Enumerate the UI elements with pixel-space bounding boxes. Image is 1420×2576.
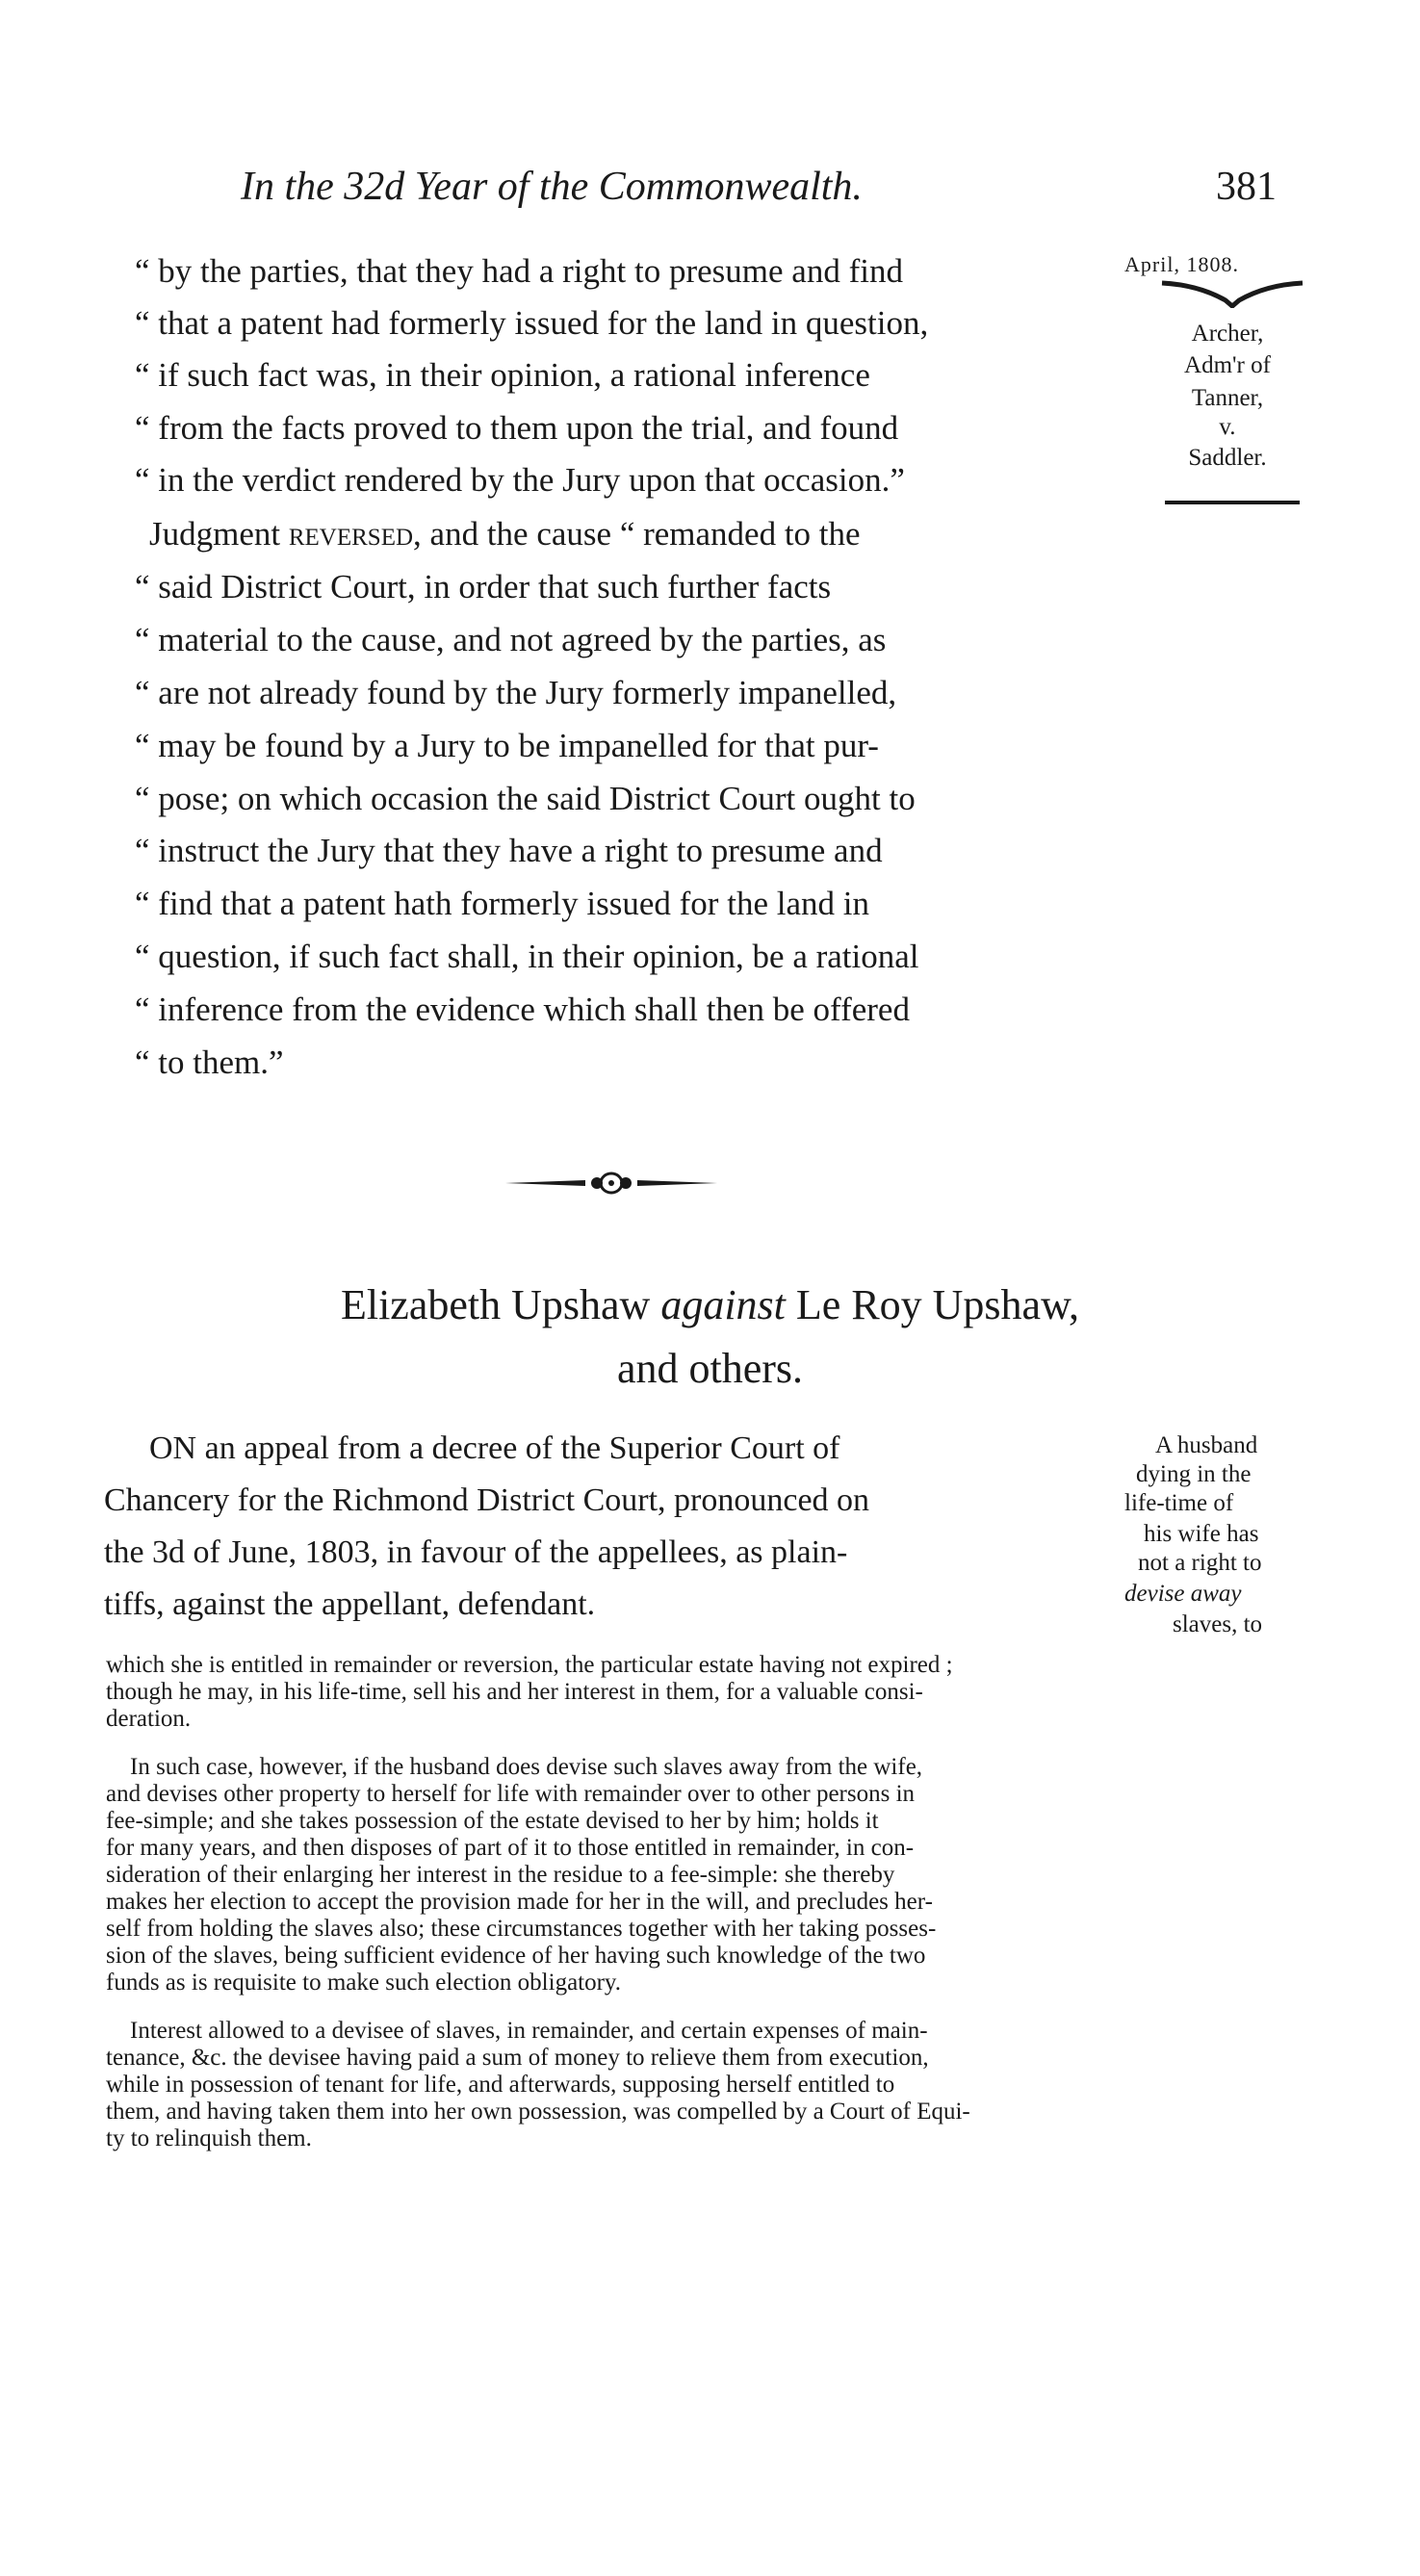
judgment-line: “ material to the cause, and not agreed by the parties, as xyxy=(135,621,887,658)
sidenote-date: April, 1808. xyxy=(1124,252,1239,276)
sidenote-case-line: Tanner, xyxy=(1191,385,1264,411)
judgment-line: “ to them.” xyxy=(135,1043,284,1081)
case-intro-line: Chancery for the Richmond District Court, pronounced on xyxy=(104,1482,870,1518)
headnote-line: and devises other property to herself for life with remainder over to other persons in xyxy=(106,1781,916,1807)
case-intro-line xyxy=(149,1430,840,1467)
case-intro-line: tiffs, against the appellant, defendant. xyxy=(104,1586,596,1622)
case-title-line1 xyxy=(0,1280,1420,1329)
headnote-line: makes her election to accept the provision made for her in the will, and precludes her- xyxy=(106,1889,933,1915)
margin-note-line: his wife has xyxy=(1144,1521,1259,1547)
headnote-line: sideration of their enlarging her interest in the residue to a fee-simple: she thereby xyxy=(106,1862,895,1888)
judgment-line: “ find that a patent hath formerly issued for the land in xyxy=(135,885,869,922)
margin-note-line: dying in the xyxy=(1136,1461,1252,1487)
margin-note-line: life-time of xyxy=(1124,1490,1234,1516)
headnote-line: In such case, however, if the husband does devise such slaves away from the wife, xyxy=(130,1754,923,1780)
case-title-against: against xyxy=(660,1281,786,1328)
headnote-line: ty to relinquish them. xyxy=(106,2125,312,2151)
margin-note-line: not a right to xyxy=(1138,1550,1262,1576)
margin-note-line: A husband xyxy=(1155,1432,1258,1458)
headnote-line: though he may, in his life-time, sell his and her interest in them, for a valuable consi- xyxy=(106,1679,923,1705)
judgment-first-line xyxy=(149,515,861,554)
headnote-line: fee-simple; and she takes possession of the estate devised to her by him; holds it xyxy=(106,1808,879,1834)
case-intro-text: ON an appeal from a decree of the Superior Court of xyxy=(149,1430,840,1466)
case-intro-line: the 3d of June, 1803, in favour of the appellees, as plain- xyxy=(104,1534,848,1570)
judgment-line: “ may be found by a Jury to be impanelled for that pur- xyxy=(135,727,879,764)
sidenote-case-line: v. xyxy=(1219,414,1236,440)
headnote-line: Interest allowed to a devisee of slaves, in remainder, and certain expenses of main- xyxy=(130,2018,928,2044)
sidenote-brace-icon xyxy=(1160,279,1304,308)
judgment-line: “ pose; on which occasion the said District Court ought to xyxy=(135,780,916,817)
judgment-prefix: Judgment xyxy=(149,515,289,553)
judgment-reversed: reversed xyxy=(288,515,414,553)
judgment-suffix: , and the cause “ remanded to the xyxy=(413,515,861,553)
sidenote-case-line: Saddler. xyxy=(1188,445,1267,471)
sidenote-rule xyxy=(1165,501,1300,504)
judgment-line: “ are not already found by the Jury formerly impanelled, xyxy=(135,674,897,711)
case-title-defendant: Le Roy Upshaw, xyxy=(785,1281,1080,1328)
running-header-title: In the 32d Year of the Commonwealth. xyxy=(241,165,863,209)
page-number: 381 xyxy=(1216,165,1277,209)
opinion-line: “ by the parties, that they had a right to presume and find xyxy=(135,252,903,290)
opinion-line: “ that a patent had formerly issued for the land in question, xyxy=(135,304,929,342)
headnote-line: for many years, and then disposes of part of it to those entitled in remainder, in con- xyxy=(106,1835,915,1861)
judgment-line: “ question, if such fact shall, in their opinion, be a rational xyxy=(135,938,919,975)
headnote-line: deration. xyxy=(106,1706,192,1732)
headnote-line: tenance, &c. the devisee having paid a sum of money to relieve them from execution, xyxy=(106,2045,929,2071)
margin-note-line: slaves, to xyxy=(1173,1611,1263,1637)
judgment-line: “ said District Court, in order that such further facts xyxy=(135,568,832,605)
opinion-line: “ if such fact was, in their opinion, a rational inference xyxy=(135,356,870,394)
headnote-line: them, and having taken them into her own possession, was compelled by a Court of Equi- xyxy=(106,2099,970,2125)
case-title-plaintiff: Elizabeth Upshaw xyxy=(340,1281,661,1328)
case-title-line2: and others. xyxy=(616,1345,804,1392)
sidenote-case-line: Archer, xyxy=(1191,321,1264,347)
judgment-line: “ inference from the evidence which shall then be offered xyxy=(135,991,910,1028)
headnote-line: sion of the slaves, being sufficient evidence of her having such knowledge of the two xyxy=(106,1943,926,1969)
judgment-line: “ instruct the Jury that they have a right to presume and xyxy=(135,832,883,869)
ornament-divider-icon xyxy=(501,1167,722,1199)
opinion-line: “ in the verdict rendered by the Jury upon that occasion.” xyxy=(135,461,905,499)
headnote-line: while in possession of tenant for life, and afterwards, supposing herself entitled to xyxy=(106,2072,895,2098)
sidenote-case-line: Adm'r of xyxy=(1184,352,1271,378)
margin-note-line: devise away xyxy=(1124,1581,1242,1607)
headnote-line: self from holding the slaves also; these circumstances together with her taking posses- xyxy=(106,1916,937,1942)
opinion-line: “ from the facts proved to them upon the trial, and found xyxy=(135,409,899,447)
headnote-line: funds as is requisite to make such election obligatory. xyxy=(106,1970,622,1996)
headnote-line: which she is entitled in remainder or reversion, the particular estate having not expired ; xyxy=(106,1652,953,1678)
